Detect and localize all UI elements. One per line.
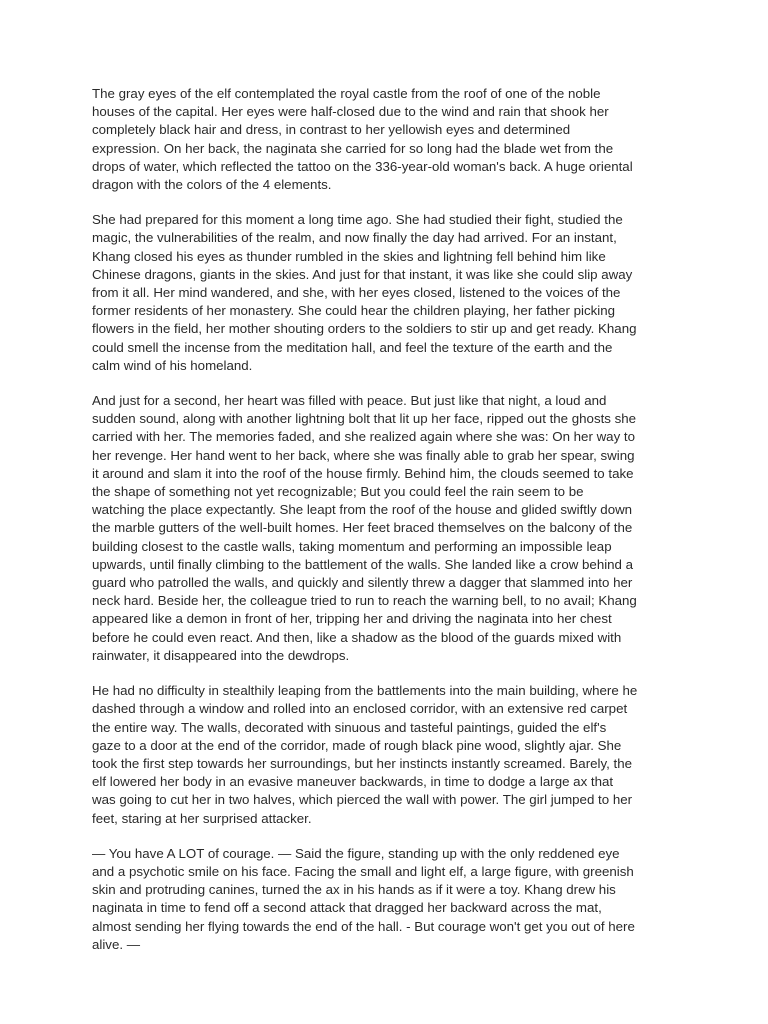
text-line: could smell the incense from the meditation hall, and feel the texture of the earth and the: [92, 339, 613, 355]
text-line: skin and protruding canines, turned the ax in his hands as if it were a toy. Khang drew his: [92, 882, 616, 898]
text-line: calm wind of his homeland.: [92, 357, 253, 373]
text-line: sudden sound, along with another lightning bolt that lit up her face, ripped out the ghosts she: [92, 411, 637, 427]
text-line: watching the place expectantly. She leapt from the roof of the house and glided swiftly down: [92, 502, 633, 518]
text-line: the entire way. The walls, decorated with sinuous and tasteful paintings, guided the elf's: [92, 719, 607, 735]
paragraph: [92, 392, 684, 665]
text-line: from it all. Her mind wandered, and she, with her eyes closed, listened to the voices of the: [92, 285, 621, 301]
text-line: and a psychotic smile on his face. Facing the small and light elf, a large figure, with greenish: [92, 863, 634, 879]
document-page: [92, 85, 684, 971]
paragraph: [92, 211, 684, 375]
text-line: gaze to a door at the end of the corridor, made of rough black pine wood, slightly ajar. She: [92, 737, 622, 753]
text-line: the marble gutters of the well-built homes. Her feet braced themselves on the balcony of the: [92, 520, 633, 536]
paragraph: [92, 845, 684, 954]
text-line: expression. On her back, the naginata she carried for so long had the blade wet from the: [92, 140, 614, 156]
text-line: magic, the vulnerabilities of the realm, and now finally the day had arrived. For an instant,: [92, 230, 617, 246]
text-line: He had no difficulty in stealthily leaping from the battlements into the main building, where he: [92, 683, 638, 699]
text-line: took the first step towards her surroundings, but her instincts instantly screamed. Barely, the: [92, 755, 633, 771]
text-line: feet, staring at her surprised attacker.: [92, 810, 312, 826]
text-line: Chinese dragons, giants in the skies. And just for that instant, it was like she could slip away: [92, 266, 633, 282]
paragraph: [92, 682, 684, 828]
paragraph: [92, 85, 684, 194]
text-line: houses of the capital. Her eyes were half-closed due to the wind and rain that shook her: [92, 104, 609, 120]
text-line: was going to cut her in two halves, which pierced the wall with power. The girl jumped to her: [92, 792, 633, 808]
text-line: neck hard. Beside her, the colleague tried to run to reach the warning bell, to no avail; Khang: [92, 593, 637, 609]
text-line: building closest to the castle walls, taking momentum and performing an impossible leap: [92, 538, 612, 554]
text-line: And just for a second, her heart was filled with peace. But just like that night, a loud and: [92, 393, 607, 409]
text-line: elf lowered her body in an evasive maneuver backwards, in time to dodge a large ax that: [92, 774, 614, 790]
text-line: completely black hair and dress, in contrast to her yellowish eyes and determined: [92, 122, 571, 138]
text-line: rainwater, it disappeared into the dewdrops.: [92, 647, 350, 663]
text-line: before he could even react. And then, like a shadow as the blood of the guards mixed with: [92, 629, 622, 645]
text-line: drops of water, which reflected the tattoo on the 336-year-old woman's back. A huge oriental: [92, 158, 633, 174]
text-line: dashed through a window and rolled into an enclosed corridor, with an extensive red carpet: [92, 701, 628, 717]
text-line: her revenge. Her hand went to her back, where she was finally able to grab her spear, swing: [92, 447, 635, 463]
text-line: almost sending her flying towards the end of the hall. - But courage won't get you out of here: [92, 918, 635, 934]
text-line: carried with her. The memories faded, and she realized again where she was: On her way to: [92, 429, 635, 445]
text-line: it around and slam it into the roof of the house firmly. Behind him, the clouds seemed to take: [92, 465, 634, 481]
text-line: guard who patrolled the walls, and quickly and silently threw a dagger that slammed into her: [92, 575, 633, 591]
text-line: Khang closed his eyes as thunder rumbled in the skies and lightning fell behind him like: [92, 248, 606, 264]
text-line: upwards, until finally climbing to the battlement of the walls. She landed like a crow behind a: [92, 556, 634, 572]
text-line: naginata in time to fend off a second attack that dragged her backward across the mat,: [92, 900, 602, 916]
text-line: appeared like a demon in front of her, tripping her and driving the naginata into her chest: [92, 611, 612, 627]
text-line: flowers in the field, her mother shouting orders to the soldiers to stir up and get ready. Khang: [92, 321, 637, 337]
text-line: The gray eyes of the elf contemplated the royal castle from the roof of one of the noble: [92, 86, 601, 101]
text-line: — You have A LOT of courage. — Said the figure, standing up with the only reddened eye: [92, 845, 620, 861]
text-line: former residents of her monastery. She could hear the children playing, her father picking: [92, 303, 616, 319]
text-line: the shape of something not yet recognizable; But you could feel the rain seem to be: [92, 484, 584, 500]
text-line: dragon with the colors of the 4 elements.: [92, 177, 332, 193]
text-line: She had prepared for this moment a long time ago. She had studied their fight, studied the: [92, 212, 623, 228]
text-line: alive. —: [92, 936, 141, 952]
